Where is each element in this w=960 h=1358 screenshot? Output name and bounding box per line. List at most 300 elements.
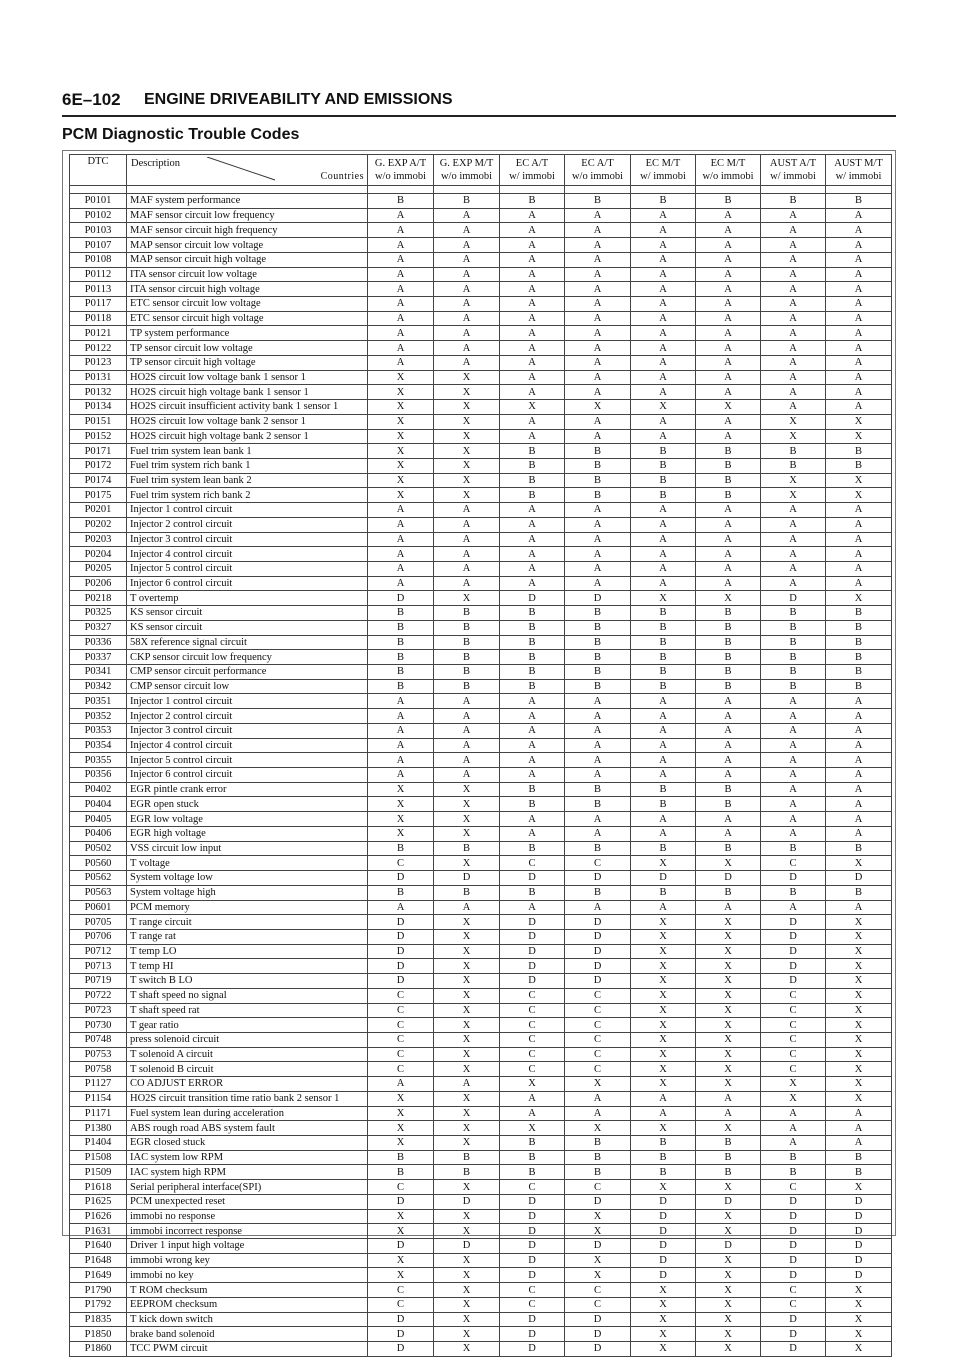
- type-cell: A: [565, 311, 631, 326]
- dtc-code-cell: P0152: [70, 429, 127, 444]
- type-cell: X: [631, 1327, 696, 1342]
- description-cell: MAF sensor circuit high frequency: [127, 223, 368, 238]
- type-cell: A: [761, 311, 826, 326]
- type-cell: A: [631, 576, 696, 591]
- type-cell: X: [434, 1047, 500, 1062]
- description-cell: EGR high voltage: [127, 826, 368, 841]
- type-cell: C: [761, 856, 826, 871]
- type-cell: B: [826, 1150, 892, 1165]
- dtc-code-cell: P0175: [70, 488, 127, 503]
- description-cell: HO2S circuit transition time ratio bank 2 sensor 1: [127, 1091, 368, 1106]
- type-cell: X: [434, 1032, 500, 1047]
- type-cell: D: [565, 944, 631, 959]
- description-cell: EGR open stuck: [127, 797, 368, 812]
- type-cell: D: [565, 1327, 631, 1342]
- type-cell: D: [500, 944, 565, 959]
- dtc-code-cell: P0341: [70, 665, 127, 680]
- table-row: [70, 1194, 892, 1209]
- type-cell: C: [500, 1062, 565, 1077]
- table-row: [70, 929, 892, 944]
- table-row: [70, 944, 892, 959]
- type-cell: X: [434, 929, 500, 944]
- description-cell: T shaft speed no signal: [127, 988, 368, 1003]
- header-spacer-row: [70, 186, 892, 194]
- table-row: [70, 1091, 892, 1106]
- type-cell: D: [368, 929, 434, 944]
- type-cell: X: [826, 1062, 892, 1077]
- type-cell: A: [826, 370, 892, 385]
- table-row: [70, 370, 892, 385]
- description-column-header: [127, 155, 368, 186]
- description-cell: HO2S circuit high voltage bank 1 sensor 1: [127, 385, 368, 400]
- type-cell: X: [631, 1062, 696, 1077]
- description-cell: Driver 1 input high voltage: [127, 1239, 368, 1254]
- type-cell: C: [565, 1062, 631, 1077]
- description-cell: KS sensor circuit: [127, 606, 368, 621]
- description-cell: Fuel trim system rich bank 1: [127, 458, 368, 473]
- type-cell: A: [631, 208, 696, 223]
- type-cell: A: [826, 768, 892, 783]
- type-cell: A: [368, 532, 434, 547]
- type-cell: B: [565, 1136, 631, 1151]
- type-cell: A: [434, 517, 500, 532]
- type-cell: A: [565, 1106, 631, 1121]
- type-cell: D: [500, 1239, 565, 1254]
- type-cell: X: [434, 1297, 500, 1312]
- type-cell: A: [696, 694, 761, 709]
- table-row: [70, 723, 892, 738]
- type-cell: A: [434, 326, 500, 341]
- type-cell: X: [696, 400, 761, 415]
- description-cell: T voltage: [127, 856, 368, 871]
- type-cell: X: [631, 1342, 696, 1357]
- country-column-line1: EC M/T: [645, 158, 681, 169]
- type-cell: B: [631, 679, 696, 694]
- type-cell: A: [761, 1136, 826, 1151]
- type-cell: X: [826, 1283, 892, 1298]
- table-row: [70, 1106, 892, 1121]
- table-row: [70, 223, 892, 238]
- type-cell: B: [565, 458, 631, 473]
- table-row: [70, 1003, 892, 1018]
- type-cell: A: [500, 429, 565, 444]
- dtc-code-cell: P0351: [70, 694, 127, 709]
- dtc-code-cell: P0201: [70, 503, 127, 518]
- type-cell: X: [696, 988, 761, 1003]
- type-cell: X: [826, 591, 892, 606]
- type-cell: A: [696, 429, 761, 444]
- type-cell: A: [761, 812, 826, 827]
- type-cell: D: [826, 871, 892, 886]
- type-cell: D: [826, 1224, 892, 1239]
- table-row: [70, 429, 892, 444]
- type-cell: A: [500, 385, 565, 400]
- type-cell: B: [631, 885, 696, 900]
- type-cell: X: [826, 915, 892, 930]
- type-cell: A: [696, 517, 761, 532]
- description-cell: T ROM checksum: [127, 1283, 368, 1298]
- table-row: [70, 1077, 892, 1092]
- type-cell: X: [696, 1327, 761, 1342]
- description-cell: T range rat: [127, 929, 368, 944]
- type-cell: A: [631, 547, 696, 562]
- type-cell: A: [368, 326, 434, 341]
- type-cell: D: [696, 871, 761, 886]
- type-cell: A: [565, 1091, 631, 1106]
- type-cell: X: [631, 988, 696, 1003]
- type-cell: D: [368, 944, 434, 959]
- type-cell: D: [826, 1253, 892, 1268]
- type-cell: D: [500, 1327, 565, 1342]
- type-cell: X: [434, 400, 500, 415]
- type-cell: A: [500, 297, 565, 312]
- type-cell: A: [696, 414, 761, 429]
- description-cell: Injector 4 control circuit: [127, 547, 368, 562]
- type-cell: A: [826, 1106, 892, 1121]
- type-cell: B: [565, 444, 631, 459]
- type-cell: B: [368, 620, 434, 635]
- type-cell: A: [826, 738, 892, 753]
- table-row: [70, 561, 892, 576]
- dtc-code-cell: P1631: [70, 1224, 127, 1239]
- type-cell: C: [565, 1297, 631, 1312]
- type-cell: A: [761, 341, 826, 356]
- type-cell: X: [368, 1224, 434, 1239]
- type-cell: A: [761, 370, 826, 385]
- type-cell: X: [761, 473, 826, 488]
- type-cell: B: [500, 650, 565, 665]
- type-cell: C: [500, 1032, 565, 1047]
- type-cell: B: [696, 458, 761, 473]
- table-row: [70, 665, 892, 680]
- description-cell: Injector 5 control circuit: [127, 561, 368, 576]
- type-cell: X: [500, 1121, 565, 1136]
- type-cell: B: [696, 1150, 761, 1165]
- table-row: [70, 974, 892, 989]
- type-cell: D: [696, 1194, 761, 1209]
- type-cell: X: [826, 929, 892, 944]
- table-row: [70, 238, 892, 253]
- type-cell: D: [761, 1194, 826, 1209]
- type-cell: B: [565, 1150, 631, 1165]
- type-cell: A: [761, 503, 826, 518]
- type-cell: A: [826, 900, 892, 915]
- type-cell: B: [696, 606, 761, 621]
- type-cell: C: [565, 856, 631, 871]
- type-cell: A: [761, 208, 826, 223]
- type-cell: A: [696, 900, 761, 915]
- type-cell: B: [696, 841, 761, 856]
- type-cell: X: [434, 1327, 500, 1342]
- dtc-code-cell: P0706: [70, 929, 127, 944]
- type-cell: D: [500, 1253, 565, 1268]
- type-cell: B: [761, 885, 826, 900]
- type-cell: A: [826, 503, 892, 518]
- dtc-code-cell: P0113: [70, 282, 127, 297]
- type-cell: D: [826, 1209, 892, 1224]
- type-cell: X: [565, 1209, 631, 1224]
- table-row: [70, 267, 892, 282]
- type-cell: A: [500, 311, 565, 326]
- description-cell: Fuel trim system lean bank 2: [127, 473, 368, 488]
- type-cell: C: [368, 1003, 434, 1018]
- type-cell: A: [434, 723, 500, 738]
- type-cell: C: [368, 1180, 434, 1195]
- type-cell: X: [631, 1018, 696, 1033]
- type-cell: B: [631, 458, 696, 473]
- table-row: [70, 547, 892, 562]
- header-rule: [62, 115, 896, 117]
- section-title: ENGINE DRIVEABILITY AND EMISSIONS: [144, 91, 453, 108]
- type-cell: C: [565, 1180, 631, 1195]
- type-cell: X: [434, 915, 500, 930]
- type-cell: X: [826, 1003, 892, 1018]
- type-cell: A: [696, 576, 761, 591]
- type-cell: X: [631, 1047, 696, 1062]
- type-cell: A: [565, 561, 631, 576]
- dtc-code-cell: P1171: [70, 1106, 127, 1121]
- type-cell: A: [631, 252, 696, 267]
- type-cell: B: [434, 194, 500, 209]
- type-cell: A: [696, 547, 761, 562]
- type-cell: B: [565, 194, 631, 209]
- type-cell: B: [565, 650, 631, 665]
- type-cell: D: [761, 974, 826, 989]
- country-column-header: [826, 155, 892, 186]
- type-cell: B: [631, 1136, 696, 1151]
- type-cell: X: [434, 1091, 500, 1106]
- dtc-code-cell: P1508: [70, 1150, 127, 1165]
- type-cell: B: [434, 650, 500, 665]
- description-cell: HO2S circuit low voltage bank 2 sensor 1: [127, 414, 368, 429]
- dtc-code-cell: P0405: [70, 812, 127, 827]
- description-cell: MAP sensor circuit high voltage: [127, 252, 368, 267]
- dtc-code-cell: P0205: [70, 561, 127, 576]
- type-cell: B: [631, 473, 696, 488]
- description-cell: MAF system performance: [127, 194, 368, 209]
- description-cell: IAC system high RPM: [127, 1165, 368, 1180]
- type-cell: A: [631, 267, 696, 282]
- description-cell: HO2S circuit low voltage bank 1 sensor 1: [127, 370, 368, 385]
- type-cell: A: [696, 355, 761, 370]
- country-column-line1: G. EXP M/T: [439, 158, 494, 169]
- type-cell: A: [761, 532, 826, 547]
- dtc-table: [69, 154, 892, 1357]
- table-row: [70, 414, 892, 429]
- type-cell: A: [761, 297, 826, 312]
- type-cell: B: [500, 679, 565, 694]
- type-cell: X: [631, 856, 696, 871]
- description-cell: TCC PWM circuit: [127, 1342, 368, 1357]
- type-cell: A: [696, 1091, 761, 1106]
- description-cell: Fuel system lean during acceleration: [127, 1106, 368, 1121]
- dtc-code-cell: P0132: [70, 385, 127, 400]
- type-cell: C: [761, 1018, 826, 1033]
- dtc-code-cell: P0101: [70, 194, 127, 209]
- type-cell: X: [696, 1253, 761, 1268]
- type-cell: A: [500, 252, 565, 267]
- type-cell: A: [696, 532, 761, 547]
- dtc-code-cell: P0722: [70, 988, 127, 1003]
- type-cell: A: [826, 238, 892, 253]
- type-cell: X: [434, 1018, 500, 1033]
- country-column-line1: G. EXP A/T: [374, 158, 427, 169]
- dtc-code-cell: P0713: [70, 959, 127, 974]
- type-cell: B: [368, 1150, 434, 1165]
- dtc-code-cell: P0336: [70, 635, 127, 650]
- type-cell: X: [368, 1253, 434, 1268]
- type-cell: A: [826, 709, 892, 724]
- type-cell: A: [761, 385, 826, 400]
- table-header-row: [70, 155, 892, 186]
- dtc-code-cell: P0502: [70, 841, 127, 856]
- dtc-code-cell: P0327: [70, 620, 127, 635]
- type-cell: A: [565, 252, 631, 267]
- type-cell: D: [761, 1253, 826, 1268]
- type-cell: X: [761, 429, 826, 444]
- type-cell: A: [500, 370, 565, 385]
- type-cell: B: [368, 679, 434, 694]
- table-row: [70, 503, 892, 518]
- table-row: [70, 812, 892, 827]
- type-cell: X: [368, 429, 434, 444]
- description-cell: TP system performance: [127, 326, 368, 341]
- type-cell: B: [500, 797, 565, 812]
- type-cell: B: [500, 458, 565, 473]
- type-cell: X: [434, 429, 500, 444]
- description-cell: Injector 1 control circuit: [127, 694, 368, 709]
- type-cell: C: [368, 1062, 434, 1077]
- type-cell: X: [368, 812, 434, 827]
- type-cell: A: [696, 223, 761, 238]
- type-cell: B: [631, 606, 696, 621]
- type-cell: A: [565, 385, 631, 400]
- table-row: [70, 1239, 892, 1254]
- type-cell: X: [368, 488, 434, 503]
- type-cell: A: [631, 429, 696, 444]
- type-cell: A: [826, 723, 892, 738]
- type-cell: X: [368, 1136, 434, 1151]
- type-cell: A: [826, 267, 892, 282]
- type-cell: X: [368, 797, 434, 812]
- type-cell: A: [761, 738, 826, 753]
- type-cell: A: [500, 282, 565, 297]
- type-cell: X: [434, 1136, 500, 1151]
- type-cell: X: [368, 385, 434, 400]
- type-cell: X: [696, 974, 761, 989]
- type-cell: A: [368, 1077, 434, 1092]
- type-cell: A: [500, 223, 565, 238]
- type-cell: B: [631, 1150, 696, 1165]
- type-cell: X: [631, 974, 696, 989]
- type-cell: A: [434, 694, 500, 709]
- type-cell: A: [500, 723, 565, 738]
- table-row: [70, 355, 892, 370]
- description-cell: immobi no key: [127, 1268, 368, 1283]
- type-cell: D: [826, 1239, 892, 1254]
- type-cell: A: [368, 503, 434, 518]
- type-cell: A: [500, 1091, 565, 1106]
- dtc-code-cell: P1860: [70, 1342, 127, 1357]
- table-row: [70, 1297, 892, 1312]
- type-cell: A: [826, 782, 892, 797]
- type-cell: D: [631, 1209, 696, 1224]
- type-cell: B: [565, 885, 631, 900]
- dtc-code-cell: P0562: [70, 871, 127, 886]
- type-cell: A: [500, 768, 565, 783]
- type-cell: X: [434, 826, 500, 841]
- country-column-header: [696, 155, 761, 186]
- dtc-code-cell: P0758: [70, 1062, 127, 1077]
- type-cell: D: [761, 1342, 826, 1357]
- type-cell: A: [565, 709, 631, 724]
- description-cell: EGR closed stuck: [127, 1136, 368, 1151]
- type-cell: X: [434, 1180, 500, 1195]
- type-cell: D: [500, 929, 565, 944]
- type-cell: A: [761, 223, 826, 238]
- type-cell: A: [631, 385, 696, 400]
- type-cell: A: [565, 355, 631, 370]
- type-cell: B: [761, 444, 826, 459]
- type-cell: A: [696, 812, 761, 827]
- description-cell: Injector 6 control circuit: [127, 768, 368, 783]
- type-cell: B: [826, 885, 892, 900]
- type-cell: B: [631, 444, 696, 459]
- type-cell: A: [434, 238, 500, 253]
- description-cell: PCM memory: [127, 900, 368, 915]
- description-label: Description: [131, 158, 180, 169]
- type-cell: A: [565, 694, 631, 709]
- type-cell: X: [826, 1077, 892, 1092]
- type-cell: A: [826, 812, 892, 827]
- type-cell: A: [696, 1106, 761, 1121]
- type-cell: A: [500, 547, 565, 562]
- type-cell: A: [761, 400, 826, 415]
- type-cell: D: [434, 871, 500, 886]
- type-cell: A: [565, 517, 631, 532]
- type-cell: B: [368, 665, 434, 680]
- description-cell: Fuel trim system lean bank 1: [127, 444, 368, 459]
- type-cell: A: [434, 1077, 500, 1092]
- table-row: [70, 208, 892, 223]
- type-cell: X: [826, 473, 892, 488]
- type-cell: A: [500, 709, 565, 724]
- type-cell: X: [434, 812, 500, 827]
- table-row: [70, 620, 892, 635]
- type-cell: D: [631, 1268, 696, 1283]
- type-cell: X: [434, 797, 500, 812]
- type-cell: A: [761, 547, 826, 562]
- type-cell: D: [565, 959, 631, 974]
- type-cell: A: [761, 782, 826, 797]
- type-cell: X: [826, 1018, 892, 1033]
- table-row: [70, 326, 892, 341]
- type-cell: A: [761, 797, 826, 812]
- type-cell: X: [368, 458, 434, 473]
- type-cell: B: [696, 488, 761, 503]
- type-cell: A: [565, 547, 631, 562]
- type-cell: A: [500, 694, 565, 709]
- type-cell: B: [826, 841, 892, 856]
- type-cell: A: [565, 826, 631, 841]
- type-cell: A: [696, 561, 761, 576]
- description-cell: Injector 6 control circuit: [127, 576, 368, 591]
- type-cell: C: [500, 1283, 565, 1298]
- description-cell: System voltage high: [127, 885, 368, 900]
- type-cell: D: [761, 1209, 826, 1224]
- document-title: PCM Diagnostic Trouble Codes: [62, 126, 300, 143]
- table-row: [70, 679, 892, 694]
